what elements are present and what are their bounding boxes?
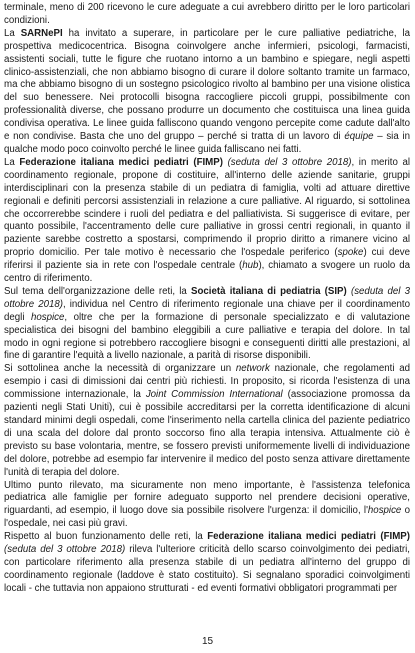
- text-run: rileva l'ulteriore criticità dello scarso coinvolgimento dei pediatri, con particolare riferimento alla presenza stabile di un pediatra all'interno del gruppo di coordinamento regionale (laddove è stato costituito). Si segnalano sporadici coinvolgimenti locali - che tuttavia non appaiono strutturati - ed eventi formativi obbligatori programmati per: [4, 544, 410, 594]
- paragraph: [4, 157, 410, 286]
- text-run: terminale, meno di 200 ricevono le cure adeguate a cui avrebbero diritto per le loro particolari condizioni.: [4, 2, 410, 26]
- paragraph: [4, 480, 410, 532]
- bold-text: Società italiana di pediatria (SIP): [191, 285, 347, 297]
- text-run: La: [4, 156, 20, 168]
- bold-text: Federazione italiana medici pediatri (FIMP): [19, 156, 223, 168]
- italic-text: (seduta del 3 ottobre 2018): [227, 156, 352, 168]
- text-run: Rispetto al buon funzionamento delle reti, la: [4, 531, 208, 543]
- page-number: 15: [201, 636, 214, 647]
- text-run: ), chiamato a svogere un ruolo da centro di riferimento.: [4, 260, 410, 285]
- italic-text: équipe: [344, 131, 374, 143]
- text-run: (associazione promossa da pazienti negli Stati Uniti), cui è possibile accreditarsi per la corretta identificazione di alcuni standard minimi degli ospedali, come l'inserimento nella cartella clinica del paziente pediatrico di una scala del dolore dal pronto soccorso fino alla terapia intensiva. Attualmente ciò è previsto su base volontaria, mentre, se fossero previsti uniformemente livelli di individuazione del dolore, potrebbe ad esempio far intervenire il medico del posto senza attivare direttamente l'unità di terapia del dolore.: [4, 389, 410, 478]
- italic-text: hub: [242, 260, 259, 272]
- italic-text: hospice: [367, 505, 402, 517]
- paragraph: [4, 2, 410, 28]
- document-body: [4, 2, 410, 596]
- italic-text: network: [235, 363, 270, 375]
- bold-text: Federazione italiana medici pediatri (FIMP): [207, 531, 410, 543]
- text-run: Ultimo punto rilevato, ma sicuramente non meno importante, è l'assistenza telefonica pediatrica alle famiglie per fornire adeguato supporto nel prendere decisioni operative, riguardanti, ad esempio, il luogo dove sia possibile risolvere l'urgenza: il domicilio, l': [4, 479, 410, 517]
- text-run: , individua nel Centro di riferimento regionale una chiave per il coordinamento degli: [4, 298, 410, 323]
- paragraph: [4, 286, 410, 363]
- text-run: La: [4, 27, 21, 39]
- text-run: , oltre che per la formazione di personale specializzato e di valutazione specialistica dei bisogni del bambino eleggibili a cure palliative e terapia del dolore. In tal modo in ogni regione si potrebbero raccogliere bisogni e conseguenti diritti alle prestazioni, al fine di garantire l'equità a livello nazionale, a parità di risorse disponibili.: [4, 311, 410, 362]
- text-run: , in merito al coordinamento regionale, propone di costituire, all'interno delle aziende sanitarie, gruppi interdisciplinari con la presenza stabile di un pediatra di famiglia, volti ad attuare direttive regionali e definiti percorsi assistenziali in relazione a cure palliative. Al riguardo, si sottolinea che occorrerebbe scindere i ruoli del pediatra e del palliativista. Si suggerisce di evitare, per quanto possibile, l'accentramento delle cure palliative in grossi centri regionali, in quanto il paziente sarebbe costretto a spostarsi, comprimendo il proprio diritto a rimanere vicino al proprio domicilio. Per tale motivo è necessario che l'ospedale periferico (: [4, 156, 410, 259]
- bold-text: SARNePI: [20, 27, 63, 39]
- text-run: o l'ospedale, nei casi più gravi.: [4, 505, 410, 530]
- text-run: – sia in qualche modo poco coinvolto perché le linee guida falliscano nei fatti.: [4, 131, 410, 155]
- italic-text: hospice: [30, 311, 65, 323]
- text-run: nazionale, che regolamenti ad esempio i casi di dimissioni dai centri più richiesti. In proposito, si ricorda l'esistenza di una commissione internazionale, la: [4, 363, 410, 401]
- italic-text: Joint Commission International: [145, 389, 283, 401]
- text-run: ) cui deve riferirsi il paziente sia in rete con l'ospedale centrale (: [4, 247, 410, 272]
- italic-text: spoke: [337, 247, 364, 259]
- italic-text: (seduta del 3 ottobre 2018): [4, 544, 126, 556]
- text-run: ha invitato a superare, in particolare per le cure palliative pediatriche, la prospettiva medicocentrica. Bisogna coinvolgere anche infermieri, psicologi, farmacisti, assistenti sociali, tutte le figure che ruotano intorno a un bambino e spiegare, negli aspetti clinico-assistenziali, che non abbiamo bisogno di curare il dolore soltanto tramite un farmaco, ma che abbiamo bisogno di un sostegno psicologico rivolto al bambino per una visione olistica del suo benessere. Nei protocolli bisogna raccogliere piccoli gruppi, possibilmente con professionalità diverse, che possano produrre un documento che costituisca una linea guida condivisa operativa. Le linee guida falliscono quando vengono percepite come cadute dall'alto e non condivise. Basta che uno del gruppo – perché si tratta di un lavoro di: [4, 27, 411, 143]
- paragraph: [4, 531, 410, 596]
- paragraph: [4, 28, 410, 157]
- paragraph: [4, 363, 410, 479]
- italic-text: (seduta del 3 ottobre 2018): [4, 285, 411, 310]
- text-run: Si sottolinea anche la necessità di organizzare un: [4, 363, 236, 375]
- text-run: Sul tema dell'organizzazione delle reti, la: [4, 285, 192, 297]
